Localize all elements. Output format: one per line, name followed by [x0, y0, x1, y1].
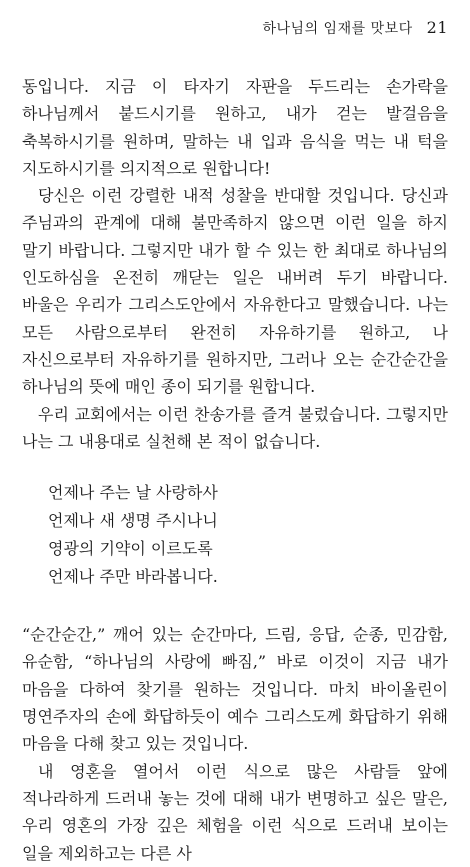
paragraph: 당신은 이런 강렬한 내적 성찰을 반대할 것입니다. 당신과 주님과의 관계에 대해 불만족하지 않으면 이런 일을 하지 말기 바랍니다. 그렇지만 내가 할 수 있는 한 최대로 하나님의 인도하심을 온전히 깨닫는 일은 내버려 두기 바랍니다. 바울은 우리가 그리스도안에서 자유한다고 말했습니다. 나는 모든 사람으로부터 완전히 자유하기를 원하고, 나 자신으로부터 자유하기를 원하지만, 그러나 오는 순간순간을 하나님의 뜻에 매인 종이 되기를 원합니다. [22, 186, 448, 397]
hymn-line: 언제나 주는 날 사랑하사 [48, 483, 218, 503]
paragraph: 우리 교회에서는 이런 찬송가를 즐겨 불렀습니다. 그렇지만 나는 그 내용대로 실천해 본 적이 없습니다. [22, 404, 448, 451]
paragraph: 동입니다. 지금 이 타자기 자판을 두드리는 손가락을 하나님께서 붙드시기를 원하고, 내가 걷는 발걸음을 축복하시기를 원하며, 말하는 내 입과 음식을 먹는 내 턱을 지도하시기를 의지적으로 원합니다! [22, 77, 448, 178]
paragraph: “순간순간,” 깨어 있는 순간마다, 드림, 응답, 순종, 민감함, 유순함, “하나님의 사랑에 빠짐,” 바로 이것이 지금 내가 마음을 다하여 찾기를 원하는 것입니다. 마치 바이올린이 명연주자의 손에 화답하듯이 예수 그리스도께 화답하기 위해 마음을 다해 찾고 있는 것입니다. [22, 625, 448, 754]
hymn-line: 영광의 기약이 이르도록 [48, 539, 213, 559]
running-header [22, 18, 448, 38]
hymn-quote [48, 479, 448, 591]
hymn-line: 언제나 주만 바라봅니다. [48, 567, 218, 587]
page-number: 21 [426, 18, 448, 37]
hymn-line: 언제나 새 생명 주시나니 [48, 511, 218, 531]
body-text [22, 73, 448, 867]
paragraph: 내 영혼을 열어서 이런 식으로 많은 사람들 앞에 적나라하게 드러내 놓는 것에 대해 내가 변명하고 싶은 말은, 우리 영혼의 가장 깊은 체험을 이런 식으로 드러내 보이는 일을 제외하고는 다른 사 [22, 761, 448, 863]
running-header-title: 하나님의 임재를 맛보다 [262, 21, 413, 37]
